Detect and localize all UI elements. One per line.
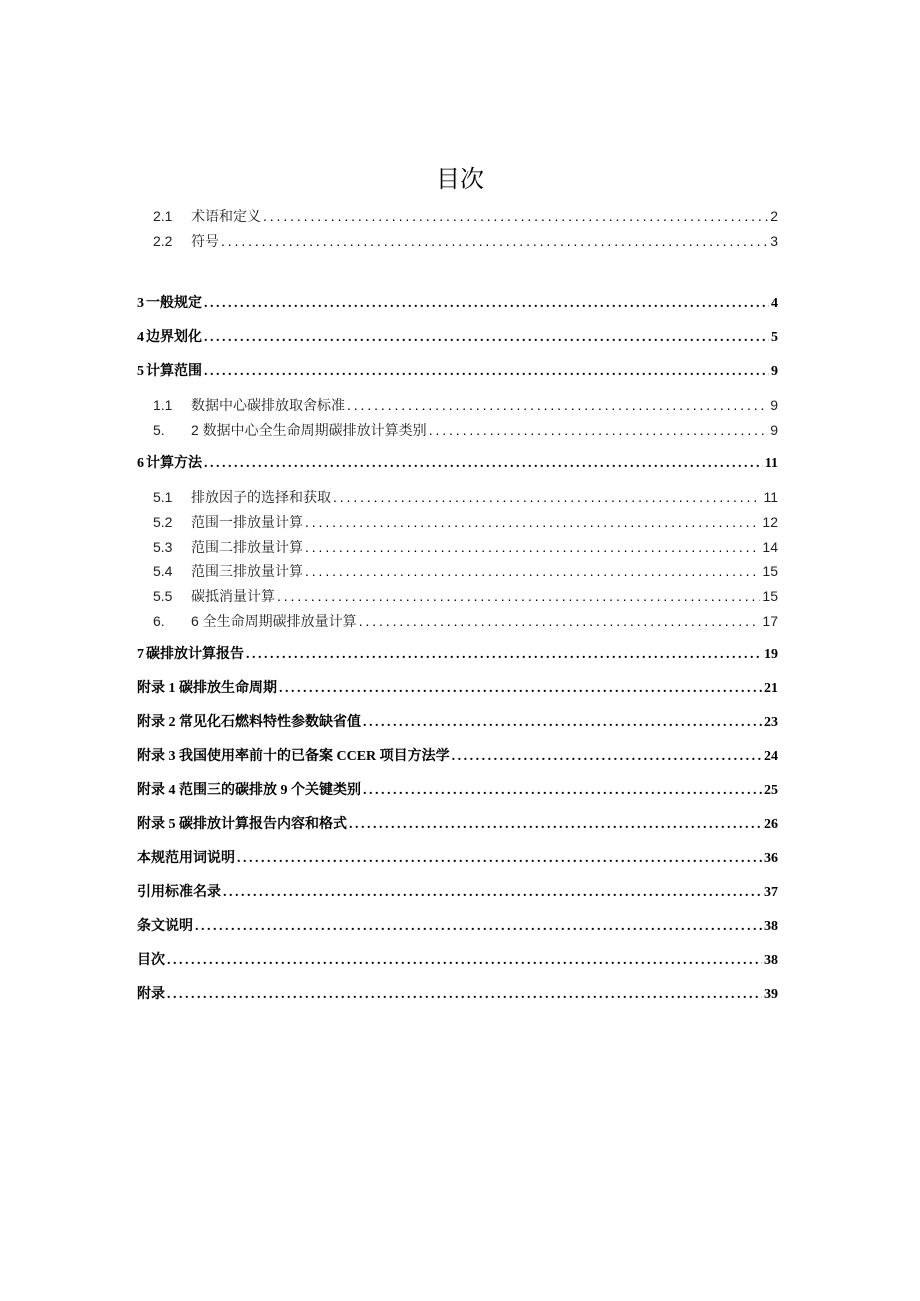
toc-entry-label: 附录 1 碳排放生命周期 <box>137 681 277 696</box>
dot-leader <box>333 487 761 507</box>
toc-entry-page-number: 24 <box>764 749 778 764</box>
toc-entry[interactable] <box>137 883 778 903</box>
toc-entry-page-number: 11 <box>763 489 778 505</box>
toc-entry[interactable] <box>137 985 778 1005</box>
toc-entry-page-number: 9 <box>771 364 778 379</box>
toc-entry-label: 条文说明 <box>137 919 193 934</box>
toc-entry[interactable] <box>153 395 778 415</box>
toc-entry[interactable] <box>137 951 778 971</box>
toc-entry-page-number: 17 <box>762 613 778 629</box>
toc-entry-page-number: 19 <box>764 647 778 662</box>
toc-entry-label: 符号 <box>191 233 219 249</box>
dot-leader <box>277 586 760 606</box>
toc-entry-page-number: 15 <box>762 588 778 604</box>
dot-leader <box>195 917 762 937</box>
toc-entry-page-number: 26 <box>764 817 778 832</box>
toc-entry-number: 2.2 <box>153 233 173 249</box>
dot-leader <box>305 537 760 557</box>
toc-entry-page-number: 9 <box>770 422 778 438</box>
toc-entry[interactable] <box>137 294 778 314</box>
toc-entry-label: 本规范用词说明 <box>137 851 235 866</box>
dot-leader <box>347 395 768 415</box>
toc-entry[interactable] <box>153 512 778 532</box>
toc-entry-page-number: 38 <box>764 919 778 934</box>
toc-entry[interactable] <box>153 586 778 606</box>
toc-entry-number: 6. <box>153 613 165 629</box>
toc-entry-label: 范围三排放量计算 <box>191 563 303 579</box>
toc-entry[interactable] <box>137 454 778 474</box>
toc-entry-page-number: 25 <box>764 783 778 798</box>
toc-entry-label: 计算方法 <box>146 456 202 471</box>
dot-leader <box>223 883 762 903</box>
toc-entry-page-number: 11 <box>764 456 778 471</box>
toc-entry-label: 引用标准名录 <box>137 885 221 900</box>
toc-entry-label: 6 全生命周期碳排放量计算 <box>191 613 357 629</box>
toc-entry-label: 碳抵消量计算 <box>191 588 275 604</box>
toc-entry-number: 1.1 <box>153 397 173 413</box>
toc-entry-number: 5.2 <box>153 514 173 530</box>
toc-entry-number: 5 <box>137 364 144 379</box>
toc-entry[interactable] <box>153 537 778 557</box>
dot-leader <box>204 328 769 348</box>
dot-leader <box>167 985 762 1005</box>
toc-entry-number: 3 <box>137 296 144 311</box>
toc-entry[interactable] <box>137 713 778 733</box>
dot-leader <box>349 815 762 835</box>
toc-entry[interactable] <box>137 747 778 767</box>
toc-entry-page-number: 36 <box>764 851 778 866</box>
toc-entry[interactable] <box>137 679 778 699</box>
toc-entry-label: 排放因子的选择和获取 <box>191 489 331 505</box>
toc-entry-page-number: 9 <box>770 397 778 413</box>
toc-entry[interactable] <box>153 206 778 226</box>
toc-entry-page-number: 12 <box>762 514 778 530</box>
dot-leader <box>305 512 760 532</box>
toc-entry-page-number: 23 <box>764 715 778 730</box>
toc-entry-number: 6 <box>137 456 144 471</box>
toc-entry-label: 一般规定 <box>146 296 202 311</box>
toc-entry[interactable] <box>137 849 778 869</box>
dot-leader <box>305 561 760 581</box>
toc-entry-label: 附录 <box>137 987 165 1002</box>
toc-entry-label: 范围一排放量计算 <box>191 514 303 530</box>
toc-entry[interactable] <box>153 561 778 581</box>
toc-entry-page-number: 38 <box>764 953 778 968</box>
dot-leader <box>246 645 762 665</box>
dot-leader <box>263 206 768 226</box>
dot-leader <box>204 454 763 474</box>
toc-entry-label: 2 数据中心全生命周期碳排放计算类别 <box>191 422 427 438</box>
toc-entry-page-number: 15 <box>762 563 778 579</box>
toc-entry-label: 目次 <box>137 953 165 968</box>
toc-entry-page-number: 21 <box>764 681 778 696</box>
toc-entry[interactable] <box>137 917 778 937</box>
toc-entry-label: 碳排放计算报告 <box>146 647 244 662</box>
toc-entry-number: 5.5 <box>153 588 173 604</box>
toc-entry-label: 边界划化 <box>146 330 202 345</box>
toc-entry[interactable] <box>137 781 778 801</box>
dot-leader <box>279 679 762 699</box>
toc-entry-page-number: 4 <box>771 296 778 311</box>
toc-entry-number: 2.1 <box>153 208 173 224</box>
toc-entry-page-number: 39 <box>764 987 778 1002</box>
toc-entry-number: 5.1 <box>153 489 173 505</box>
dot-leader <box>452 747 762 767</box>
toc-entry[interactable] <box>137 362 778 382</box>
toc-entry-label: 计算范围 <box>146 364 202 379</box>
toc-entry-label: 术语和定义 <box>191 208 261 224</box>
dot-leader <box>221 231 768 251</box>
toc-entry-number: 5.4 <box>153 563 173 579</box>
toc-entry-label: 附录 4 范围三的碳排放 9 个关键类别 <box>137 783 361 798</box>
toc-entry[interactable] <box>153 487 778 507</box>
dot-leader <box>204 362 769 382</box>
toc-entry-number: 5. <box>153 422 165 438</box>
toc-entry-number: 5.3 <box>153 539 173 555</box>
toc-entry-page-number: 3 <box>770 233 778 249</box>
dot-leader <box>237 849 762 869</box>
dot-leader <box>363 713 762 733</box>
toc-entry-page-number: 5 <box>771 330 778 345</box>
toc-entry[interactable] <box>153 420 778 440</box>
toc-entry-label: 附录 5 碳排放计算报告内容和格式 <box>137 817 347 832</box>
toc-entry[interactable] <box>137 328 778 348</box>
dot-leader <box>359 611 761 631</box>
toc-entry-page-number: 37 <box>764 885 778 900</box>
toc-entry[interactable] <box>153 231 778 251</box>
toc-entry-label: 范围二排放量计算 <box>191 539 303 555</box>
toc-entry-label: 附录 3 我国使用率前十的已备案 CCER 项目方法学 <box>137 749 450 764</box>
toc-entry-label: 附录 2 常见化石燃料特性参数缺省值 <box>137 715 361 730</box>
toc-entry-page-number: 2 <box>770 208 778 224</box>
toc-entry-number: 7 <box>137 647 144 662</box>
toc-entry-label: 数据中心碳排放取舍标准 <box>191 397 345 413</box>
dot-leader <box>363 781 762 801</box>
toc-entry-number: 4 <box>137 330 144 345</box>
toc-entry[interactable] <box>137 645 778 665</box>
dot-leader <box>167 951 762 971</box>
toc-entry[interactable] <box>153 611 778 631</box>
toc-entry[interactable] <box>137 815 778 835</box>
dot-leader <box>429 420 769 440</box>
toc-entry-page-number: 14 <box>762 539 778 555</box>
page-title: 目次 <box>436 165 484 193</box>
dot-leader <box>204 294 769 314</box>
